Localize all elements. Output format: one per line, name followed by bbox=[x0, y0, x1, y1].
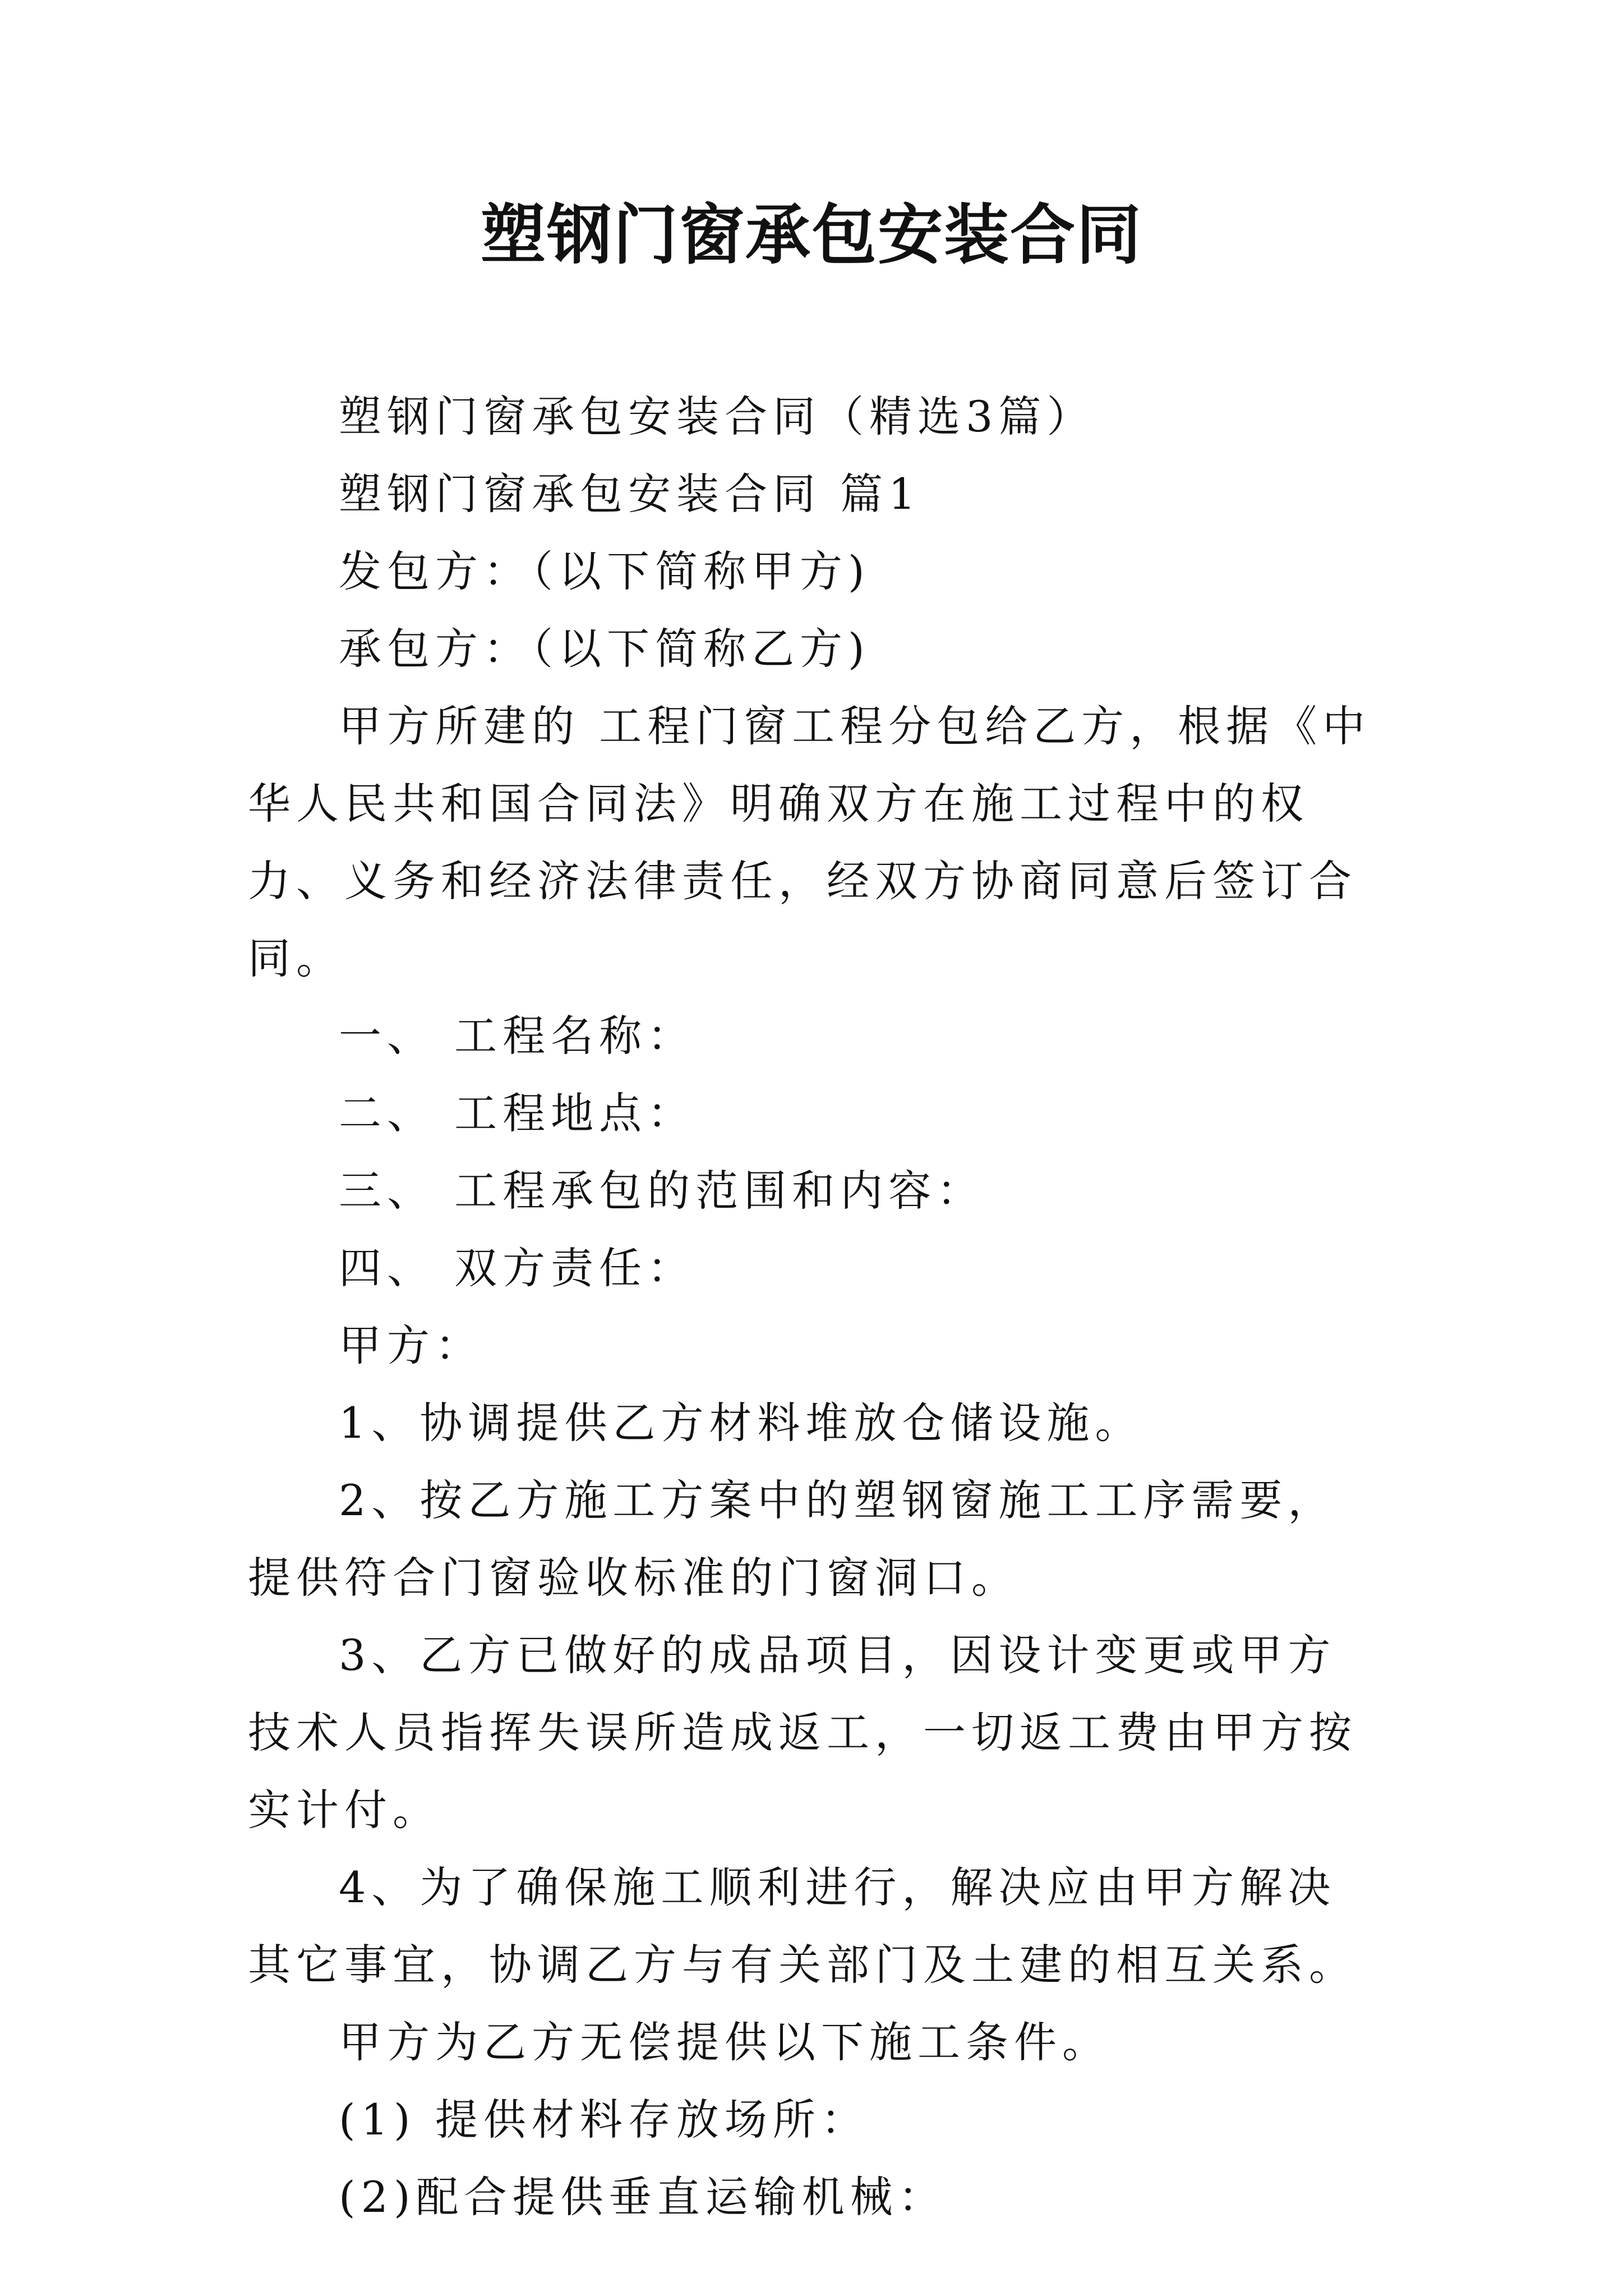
paragraph-contractor: 承包方：（以下简称乙方) bbox=[339, 624, 870, 674]
paragraph-preamble: 甲方所建的 工程门窗工程分包给乙方，根据《中华人民共和国合同法》明确双方在施工过程中的权力、义务和经济法律责任，经双方协商同意后签订合同。 bbox=[248, 701, 1371, 983]
document-body bbox=[248, 378, 1381, 2236]
paragraph-item-2: 2、按乙方施工方案中的塑钢窗施工工序需要，提供符合门窗验收标准的门窗洞口。 bbox=[248, 1475, 1336, 1603]
paragraph-item-4: 4、为了确保施工顺利进行，解决应由甲方解决其它事宜，协调乙方与有关部门及土建的相互关系。 bbox=[248, 1862, 1357, 1990]
paragraph-project-name: 一、 工程名称： bbox=[339, 1011, 696, 1061]
paragraph-employer: 发包方：（以下简称甲方) bbox=[339, 546, 870, 596]
paragraph-responsibilities: 四、 双方责任： bbox=[339, 1243, 696, 1293]
paragraph-item-3: 3、乙方已做好的成品项目，因设计变更或甲方技术人员指挥失误所造成返工，一切返工费由甲方按实计付。 bbox=[248, 1630, 1357, 1835]
paragraph-collection-title: 塑钢门窗承包安装合同（精选3篇） bbox=[339, 392, 1095, 441]
paragraph-conditions: 甲方为乙方无偿提供以下施工条件。 bbox=[339, 2017, 1110, 2067]
paragraph-condition-1: (1) 提供材料存放场所： bbox=[339, 2095, 869, 2145]
paragraph-condition-2: (2)配合提供垂直运输机械： bbox=[339, 2172, 947, 2222]
paragraph-project-location: 二、 工程地点： bbox=[339, 1088, 696, 1138]
paragraph-item-1: 1、协调提供乙方材料堆放仓储设施。 bbox=[339, 1398, 1144, 1448]
paragraph-project-scope: 三、 工程承包的范围和内容： bbox=[339, 1166, 985, 1216]
paragraph-part-heading: 塑钢门窗承包安装合同 篇1 bbox=[339, 469, 921, 519]
document-title: 塑钢门窗承包安装合同 bbox=[481, 197, 1142, 273]
paragraph-party-a: 甲方： bbox=[339, 1320, 483, 1370]
